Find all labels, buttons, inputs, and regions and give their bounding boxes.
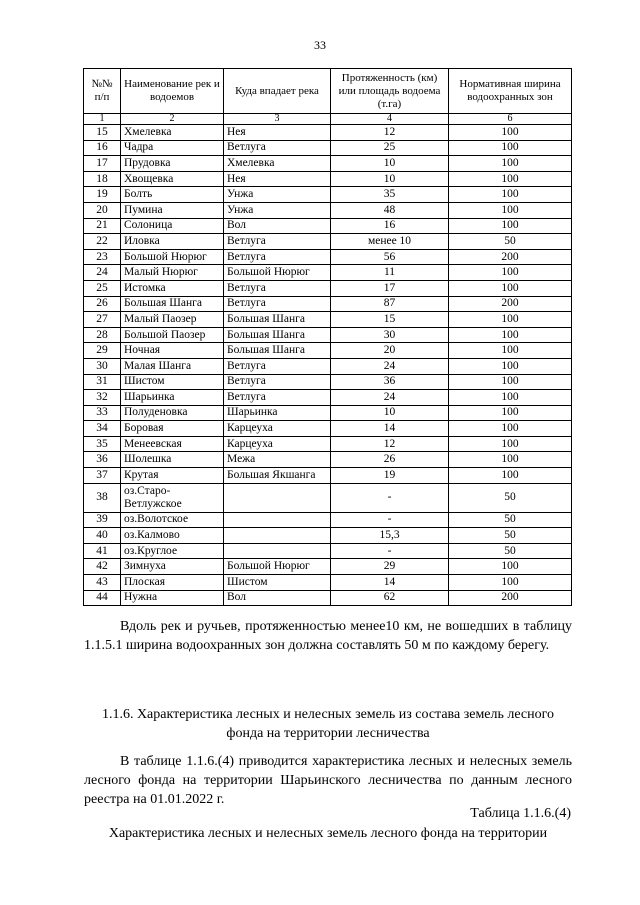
row-number: 25 — [84, 280, 121, 296]
header-length: Протяженность (км) или площадь водоема (т.га) — [331, 69, 449, 114]
inflow-river: Ветлуга — [224, 249, 331, 265]
river-name: Менеевская — [121, 436, 224, 452]
row-number: 28 — [84, 327, 121, 343]
river-name: Боровая — [121, 421, 224, 437]
length-value: - — [331, 543, 449, 559]
length-value: 87 — [331, 296, 449, 312]
river-name: Малый Нюрюг — [121, 265, 224, 281]
inflow-river: Ветлуга — [224, 140, 331, 156]
zone-width: 100 — [449, 187, 572, 203]
table-row — [84, 280, 572, 296]
table-row — [84, 202, 572, 218]
length-value: 17 — [331, 280, 449, 296]
length-value: - — [331, 483, 449, 512]
zone-width: 100 — [449, 468, 572, 484]
table-row — [84, 512, 572, 528]
table-caption: Характеристика лесных и нелесных земель лесного фонда на территории — [108, 826, 548, 841]
row-number: 43 — [84, 575, 121, 591]
index-cell: 6 — [449, 114, 572, 125]
row-number: 24 — [84, 265, 121, 281]
zone-width: 100 — [449, 156, 572, 172]
river-name: Плоская — [121, 575, 224, 591]
river-name: Ночная — [121, 343, 224, 359]
zone-width: 100 — [449, 374, 572, 390]
row-number: 20 — [84, 202, 121, 218]
river-name: Прудовка — [121, 156, 224, 172]
length-value: 19 — [331, 468, 449, 484]
inflow-river: Унжа — [224, 187, 331, 203]
table-label: Таблица 1.1.6.(4) — [470, 806, 571, 821]
index-cell: 4 — [331, 114, 449, 125]
length-value: 14 — [331, 575, 449, 591]
table-row — [84, 187, 572, 203]
row-number: 26 — [84, 296, 121, 312]
zone-width: 100 — [449, 390, 572, 406]
length-value: 29 — [331, 559, 449, 575]
river-name: Чадра — [121, 140, 224, 156]
row-number: 16 — [84, 140, 121, 156]
river-name: Иловка — [121, 234, 224, 250]
row-number: 18 — [84, 171, 121, 187]
page-number: 33 — [314, 38, 326, 52]
river-name: Истомка — [121, 280, 224, 296]
zone-width: 100 — [449, 421, 572, 437]
index-cell: 3 — [224, 114, 331, 125]
length-value: - — [331, 512, 449, 528]
length-value: менее 10 — [331, 234, 449, 250]
length-value: 10 — [331, 171, 449, 187]
zone-width: 200 — [449, 590, 572, 606]
length-value: 20 — [331, 343, 449, 359]
table-row — [84, 468, 572, 484]
header-name: Наименование рек и водоемов — [121, 69, 224, 114]
river-name: Шарьинка — [121, 390, 224, 406]
length-value: 12 — [331, 125, 449, 141]
table-row — [84, 125, 572, 141]
river-name: оз.Старо-Ветлужское — [121, 483, 224, 512]
table-row — [84, 421, 572, 437]
row-number: 41 — [84, 543, 121, 559]
length-value: 36 — [331, 374, 449, 390]
length-value: 25 — [331, 140, 449, 156]
zone-width: 200 — [449, 249, 572, 265]
inflow-river — [224, 528, 331, 544]
inflow-river: Шарьинка — [224, 405, 331, 421]
inflow-river: Нея — [224, 125, 331, 141]
zone-width: 100 — [449, 171, 572, 187]
row-number: 39 — [84, 512, 121, 528]
length-value: 35 — [331, 187, 449, 203]
river-name: оз.Калмово — [121, 528, 224, 544]
row-number: 42 — [84, 559, 121, 575]
length-value: 10 — [331, 156, 449, 172]
zone-width: 100 — [449, 436, 572, 452]
length-value: 24 — [331, 390, 449, 406]
row-number: 33 — [84, 405, 121, 421]
table-row — [84, 528, 572, 544]
length-value: 56 — [331, 249, 449, 265]
river-name: Крутая — [121, 468, 224, 484]
river-name: Хмелевка — [121, 125, 224, 141]
length-value: 48 — [331, 202, 449, 218]
inflow-river: Карцеуха — [224, 421, 331, 437]
zone-width: 100 — [449, 405, 572, 421]
row-number: 30 — [84, 358, 121, 374]
inflow-river: Большой Нюрюг — [224, 265, 331, 281]
river-name: Солоница — [121, 218, 224, 234]
section-heading: 1.1.6. Характеристика лесных и нелесных земель из состава земель лесного фонда на территории лесничества — [101, 707, 555, 741]
zone-width: 50 — [449, 543, 572, 559]
length-value: 16 — [331, 218, 449, 234]
table-row — [84, 343, 572, 359]
inflow-river: Межа — [224, 452, 331, 468]
length-value: 30 — [331, 327, 449, 343]
length-value: 15 — [331, 312, 449, 328]
header-inflow: Куда впадает река — [224, 69, 331, 114]
inflow-river: Ветлуга — [224, 358, 331, 374]
table-row — [84, 405, 572, 421]
inflow-river: Нея — [224, 171, 331, 187]
inflow-river: Вол — [224, 590, 331, 606]
row-number: 31 — [84, 374, 121, 390]
table-row — [84, 171, 572, 187]
inflow-river: Ветлуга — [224, 280, 331, 296]
river-name: оз.Волотское — [121, 512, 224, 528]
table-row — [84, 543, 572, 559]
inflow-river — [224, 483, 331, 512]
zone-width: 100 — [449, 343, 572, 359]
inflow-river: Большой Нюрюг — [224, 559, 331, 575]
table-row — [84, 483, 572, 512]
river-name: Пумина — [121, 202, 224, 218]
zone-width: 50 — [449, 234, 572, 250]
river-name: Большой Паозер — [121, 327, 224, 343]
row-number: 23 — [84, 249, 121, 265]
zone-width: 100 — [449, 265, 572, 281]
inflow-river: Ветлуга — [224, 374, 331, 390]
length-value: 62 — [331, 590, 449, 606]
river-name: оз.Круглое — [121, 543, 224, 559]
inflow-river: Вол — [224, 218, 331, 234]
inflow-river: Ветлуга — [224, 234, 331, 250]
length-value: 24 — [331, 358, 449, 374]
river-name: Зимнуха — [121, 559, 224, 575]
table-row — [84, 358, 572, 374]
inflow-river — [224, 543, 331, 559]
table-row — [84, 590, 572, 606]
zone-width: 100 — [449, 312, 572, 328]
river-name: Малая Шанга — [121, 358, 224, 374]
inflow-river: Ветлуга — [224, 390, 331, 406]
river-name: Нужна — [121, 590, 224, 606]
zone-width: 100 — [449, 358, 572, 374]
table-row — [84, 452, 572, 468]
table-row — [84, 249, 572, 265]
zone-width: 50 — [449, 528, 572, 544]
row-number: 44 — [84, 590, 121, 606]
table-row — [84, 575, 572, 591]
table-row — [84, 390, 572, 406]
river-name: Болть — [121, 187, 224, 203]
inflow-river: Большая Шанга — [224, 343, 331, 359]
length-value: 12 — [331, 436, 449, 452]
zone-width: 100 — [449, 218, 572, 234]
table-row — [84, 436, 572, 452]
inflow-river: Карцеуха — [224, 436, 331, 452]
table-row — [84, 140, 572, 156]
river-name: Шолешка — [121, 452, 224, 468]
row-number: 32 — [84, 390, 121, 406]
inflow-river: Большая Якшанга — [224, 468, 331, 484]
table-header-row — [84, 69, 572, 114]
length-value: 14 — [331, 421, 449, 437]
length-value: 11 — [331, 265, 449, 281]
zone-width: 200 — [449, 296, 572, 312]
zone-width: 100 — [449, 125, 572, 141]
river-name: Малый Паозер — [121, 312, 224, 328]
length-value: 10 — [331, 405, 449, 421]
river-name: Большая Шанга — [121, 296, 224, 312]
zone-width: 50 — [449, 483, 572, 512]
row-number: 37 — [84, 468, 121, 484]
row-number: 35 — [84, 436, 121, 452]
table-row — [84, 156, 572, 172]
table-row — [84, 559, 572, 575]
zone-width: 100 — [449, 140, 572, 156]
inflow-river: Шистом — [224, 575, 331, 591]
row-number: 17 — [84, 156, 121, 172]
table-row — [84, 265, 572, 281]
index-cell: 1 — [84, 114, 121, 125]
zone-width: 50 — [449, 512, 572, 528]
zone-width: 100 — [449, 202, 572, 218]
header-width: Нормативная ширина водоохранных зон — [449, 69, 572, 114]
table-row — [84, 374, 572, 390]
inflow-river: Унжа — [224, 202, 331, 218]
paragraph-table-intro: В таблице 1.1.6.(4) приводится характеристика лесных и нелесных земель лесного фонда на территории Шарьинского лесничества по данным лесного реестра на 01.01.2022 г. — [84, 754, 572, 807]
inflow-river: Ветлуга — [224, 296, 331, 312]
inflow-river — [224, 512, 331, 528]
table-row — [84, 327, 572, 343]
inflow-river: Большая Шанга — [224, 327, 331, 343]
row-number: 29 — [84, 343, 121, 359]
index-cell: 2 — [121, 114, 224, 125]
table-row — [84, 218, 572, 234]
zone-width: 100 — [449, 452, 572, 468]
river-name: Полуденовка — [121, 405, 224, 421]
zone-width: 100 — [449, 280, 572, 296]
row-number: 40 — [84, 528, 121, 544]
row-number: 22 — [84, 234, 121, 250]
row-number: 38 — [84, 483, 121, 512]
river-name: Шистом — [121, 374, 224, 390]
zone-width: 100 — [449, 575, 572, 591]
zone-width: 100 — [449, 327, 572, 343]
row-number: 15 — [84, 125, 121, 141]
row-number: 36 — [84, 452, 121, 468]
inflow-river: Большая Шанга — [224, 312, 331, 328]
length-value: 26 — [331, 452, 449, 468]
inflow-river: Хмелевка — [224, 156, 331, 172]
river-name: Большой Нюрюг — [121, 249, 224, 265]
table-row — [84, 296, 572, 312]
table-row — [84, 234, 572, 250]
length-value: 15,3 — [331, 528, 449, 544]
paragraph-water-zones: Вдоль рек и ручьев, протяженностью менее10 км, не вошедших в таблицу 1.1.5.1 ширина водоохранных зон должна составлять 50 м по каждому берегу. — [84, 619, 572, 653]
zone-width: 100 — [449, 559, 572, 575]
table-index-row — [84, 114, 572, 125]
table-row — [84, 312, 572, 328]
row-number: 21 — [84, 218, 121, 234]
river-name: Хвощевка — [121, 171, 224, 187]
row-number: 27 — [84, 312, 121, 328]
row-number: 34 — [84, 421, 121, 437]
rivers-table — [83, 68, 572, 606]
header-number: №№ п/п — [84, 69, 121, 114]
row-number: 19 — [84, 187, 121, 203]
